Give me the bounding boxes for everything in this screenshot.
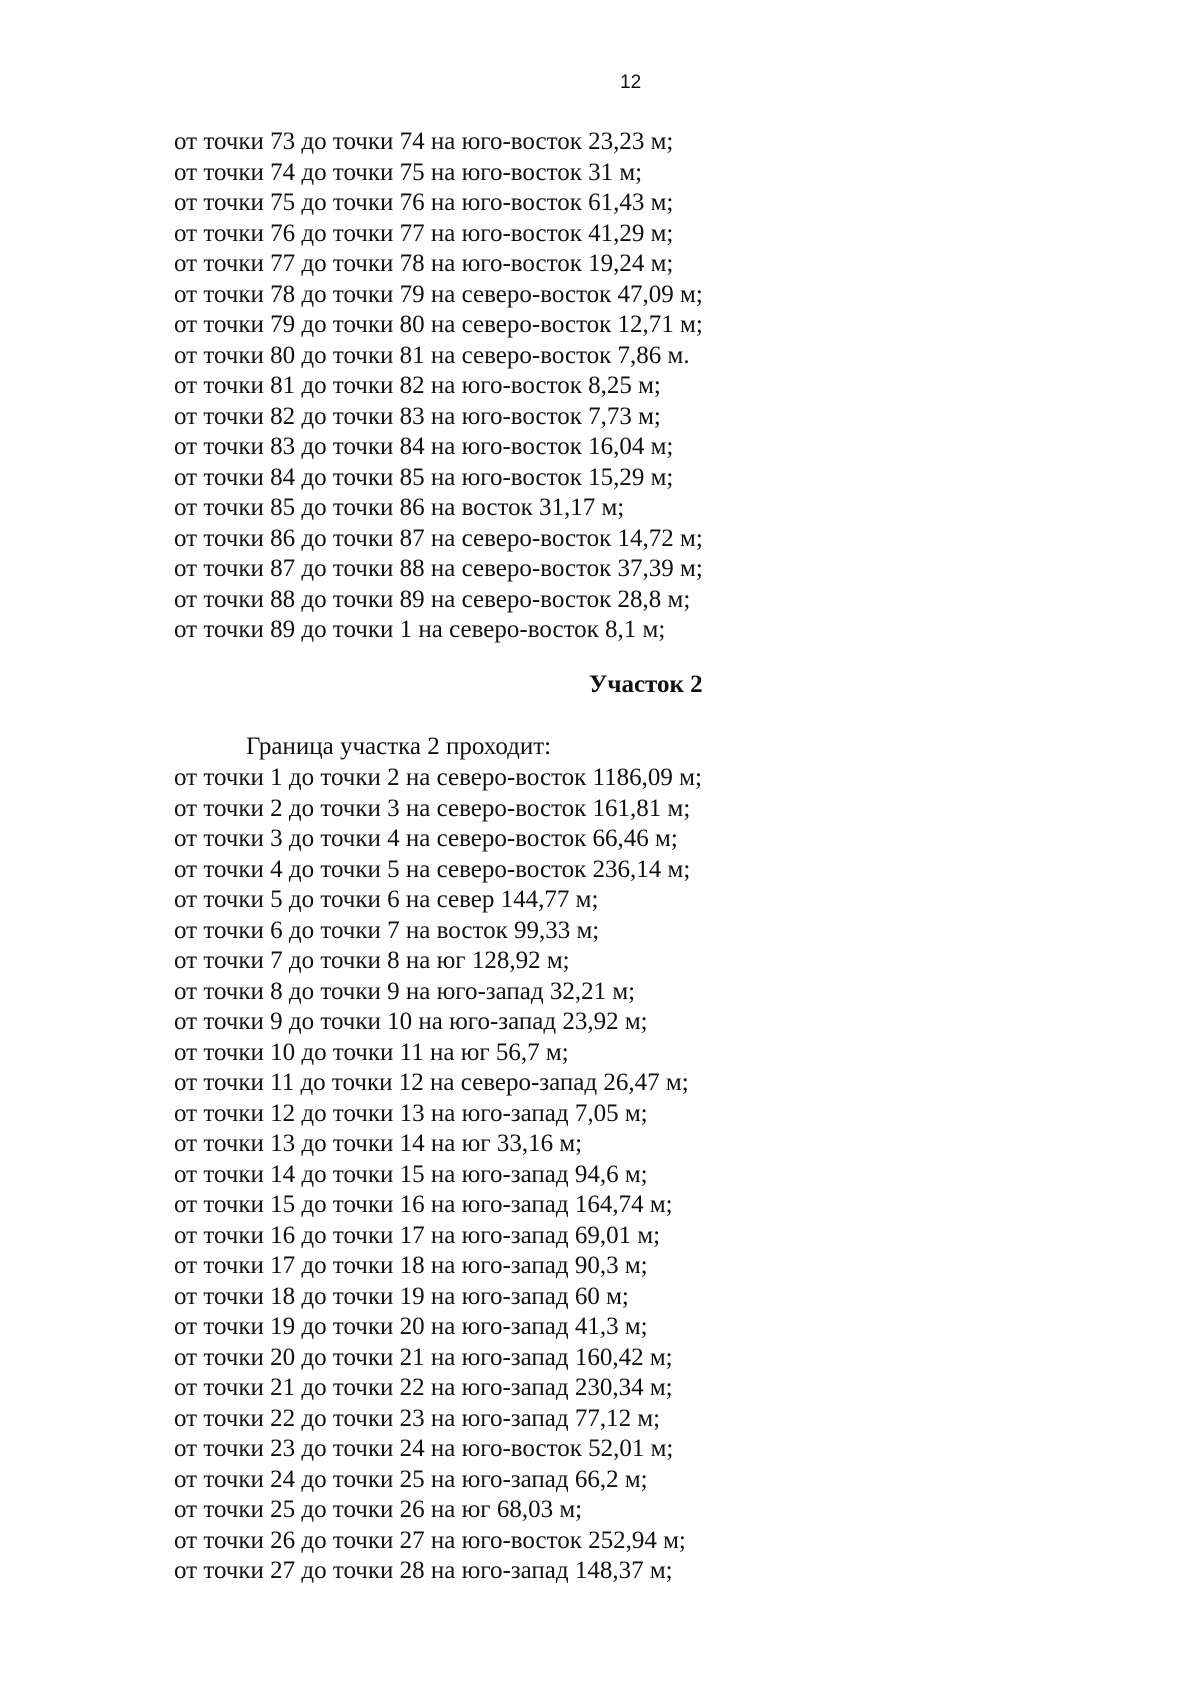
boundary-line: от точки 75 до точки 76 на юго-восток 61,43 м; xyxy=(174,189,674,216)
boundary-line: от точки 77 до точки 78 на юго-восток 19,24 м; xyxy=(174,250,674,277)
boundary-line: от точки 8 до точки 9 на юго-запад 32,21 м; xyxy=(174,977,636,1005)
boundary-line: от точки 23 до точки 24 на юго-восток 52,01 м; xyxy=(174,1435,674,1462)
section-heading: Участок 2 xyxy=(589,671,703,698)
boundary-line: от точки 25 до точки 26 на юг 68,03 м; xyxy=(174,1496,583,1523)
page-number: 12 xyxy=(620,72,642,93)
boundary-line: от точки 16 до точки 17 на юго-запад 69,01 м; xyxy=(174,1221,661,1249)
boundary-line: от точки 7 до точки 8 на юг 128,92 м; xyxy=(174,947,570,974)
boundary-line: от точки 10 до точки 11 на юг 56,7 м; xyxy=(174,1038,569,1066)
boundary-line: от точки 83 до точки 84 на юго-восток 16,04 м; xyxy=(174,433,674,460)
boundary-line: от точки 80 до точки 81 на северо-восток 7,86 м. xyxy=(174,341,690,369)
boundary-list-section-1 xyxy=(174,127,703,646)
boundary-line: от точки 15 до точки 16 на юго-запад 164,74 м; xyxy=(174,1191,673,1218)
boundary-line: от точки 11 до точки 12 на северо-запад 26,47 м; xyxy=(174,1069,689,1096)
boundary-line: от точки 4 до точки 5 на северо-восток 236,14 м; xyxy=(174,855,691,883)
boundary-line: от точки 3 до точки 4 на северо-восток 66,46 м; xyxy=(174,825,678,852)
boundary-line: от точки 76 до точки 77 на юго-восток 41,29 м; xyxy=(174,219,674,247)
boundary-line: от точки 74 до точки 75 на юго-восток 31 м; xyxy=(174,158,643,186)
boundary-line: от точки 89 до точки 1 на северо-восток 8,1 м; xyxy=(174,616,666,643)
boundary-line: от точки 85 до точки 86 на восток 31,17 м; xyxy=(174,494,625,521)
boundary-line: от точки 2 до точки 3 на северо-восток 161,81 м; xyxy=(174,794,691,822)
boundary-line: от точки 24 до точки 25 на юго-запад 66,2 м; xyxy=(174,1465,648,1493)
boundary-line: от точки 12 до точки 13 на юго-запад 7,05 м; xyxy=(174,1099,648,1127)
boundary-line: от точки 86 до точки 87 на северо-восток 14,72 м; xyxy=(174,524,703,552)
boundary-line: от точки 1 до точки 2 на северо-восток 1186,09 м; xyxy=(174,764,702,791)
boundary-line: от точки 14 до точки 15 на юго-запад 94,6 м; xyxy=(174,1160,648,1188)
boundary-line: от точки 9 до точки 10 на юго-запад 23,92 м; xyxy=(174,1008,648,1035)
boundary-line: от точки 27 до точки 28 на юго-запад 148,37 м; xyxy=(174,1557,673,1584)
boundary-line: от точки 13 до точки 14 на юг 33,16 м; xyxy=(174,1130,583,1157)
boundary-line: от точки 87 до точки 88 на северо-восток 37,39 м; xyxy=(174,555,703,582)
boundary-line: от точки 21 до точки 22 на юго-запад 230,34 м; xyxy=(174,1374,673,1401)
boundary-list-section-2 xyxy=(174,763,702,1587)
boundary-line: от точки 19 до точки 20 на юго-запад 41,3 м; xyxy=(174,1313,648,1340)
boundary-line: от точки 88 до точки 89 на северо-восток 28,8 м; xyxy=(174,585,691,613)
boundary-line: от точки 5 до точки 6 на север 144,77 м; xyxy=(174,886,599,913)
boundary-line: от точки 73 до точки 74 на юго-восток 23,23 м; xyxy=(174,128,674,155)
boundary-line: от точки 22 до точки 23 на юго-запад 77,12 м; xyxy=(174,1404,661,1432)
boundary-line: от точки 79 до точки 80 на северо-восток 12,71 м; xyxy=(174,311,703,338)
boundary-line: от точки 82 до точки 83 на юго-восток 7,73 м; xyxy=(174,402,661,430)
section-intro: Граница участка 2 проходит: xyxy=(246,733,552,760)
boundary-line: от точки 84 до точки 85 на юго-восток 15,29 м; xyxy=(174,463,674,491)
boundary-line: от точки 17 до точки 18 на юго-запад 90,3 м; xyxy=(174,1252,648,1279)
boundary-line: от точки 81 до точки 82 на юго-восток 8,25 м; xyxy=(174,372,661,399)
boundary-line: от точки 78 до точки 79 на северо-восток 47,09 м; xyxy=(174,280,703,308)
boundary-line: от точки 26 до точки 27 на юго-восток 252,94 м; xyxy=(174,1526,686,1554)
boundary-line: от точки 18 до точки 19 на юго-запад 60 м; xyxy=(174,1282,629,1310)
boundary-line: от точки 6 до точки 7 на восток 99,33 м; xyxy=(174,916,600,944)
boundary-line: от точки 20 до точки 21 на юго-запад 160,42 м; xyxy=(174,1343,673,1371)
